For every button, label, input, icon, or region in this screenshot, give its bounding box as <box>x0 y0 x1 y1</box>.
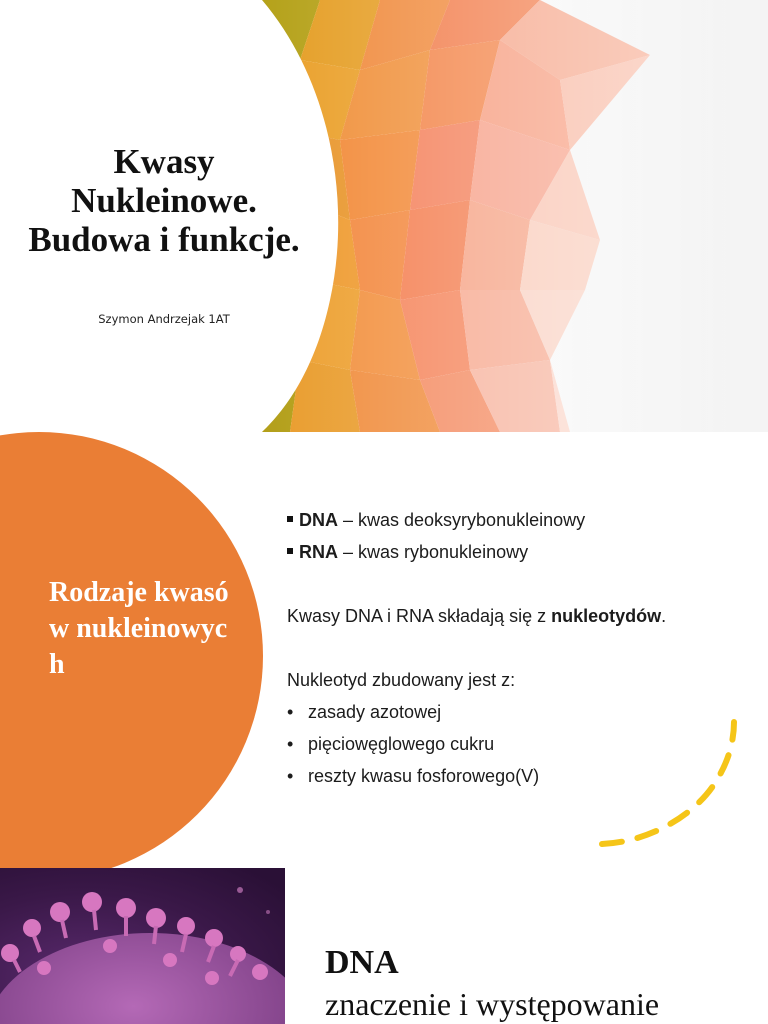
acid-name: RNA <box>299 542 338 562</box>
title-line: Kwasy <box>113 142 215 181</box>
list-item <box>287 504 747 536</box>
square-bullet-icon <box>287 516 293 522</box>
sentence-text: Kwasy DNA i RNA składają się z <box>287 606 552 626</box>
nucleic-acid-types-slide <box>0 432 768 868</box>
bullet-icon: • <box>287 766 294 786</box>
bullet-icon: • <box>287 734 294 754</box>
square-bullet-icon <box>287 548 293 554</box>
dashed-arc-decoration <box>590 718 750 858</box>
slide-title: DNA <box>325 944 399 981</box>
slide-title: Rodzaje kwasów nukleinowych <box>49 577 229 680</box>
bullet-icon: • <box>287 702 294 722</box>
title-line: Nukleinowe. <box>71 181 257 220</box>
virus-image <box>0 868 285 1024</box>
slide-subtitle: znaczenie i występowanie <box>325 986 660 1022</box>
author-name: Szymon Andrzejak 1AT <box>98 312 230 326</box>
paragraph <box>287 600 747 632</box>
component-text: pięciowęglowego cukru <box>308 734 495 754</box>
acid-name: DNA <box>299 510 338 530</box>
acid-description: – kwas rybonukleinowy <box>338 542 529 562</box>
title-slide <box>0 0 768 432</box>
dna-slide <box>0 868 768 1024</box>
component-text: reszty kwasu fosforowego(V) <box>308 766 540 786</box>
presentation-title <box>0 142 328 259</box>
sentence-bold: nukleotydów <box>551 606 662 626</box>
paragraph: Nukleotyd zbudowany jest z: <box>287 670 516 690</box>
list-item <box>287 536 747 568</box>
title-line: Budowa i funkcje. <box>28 220 300 259</box>
sentence-end: . <box>661 606 667 626</box>
component-text: zasady azotowej <box>308 702 442 722</box>
acid-description: – kwas deoksyrybonukleinowy <box>338 510 586 530</box>
